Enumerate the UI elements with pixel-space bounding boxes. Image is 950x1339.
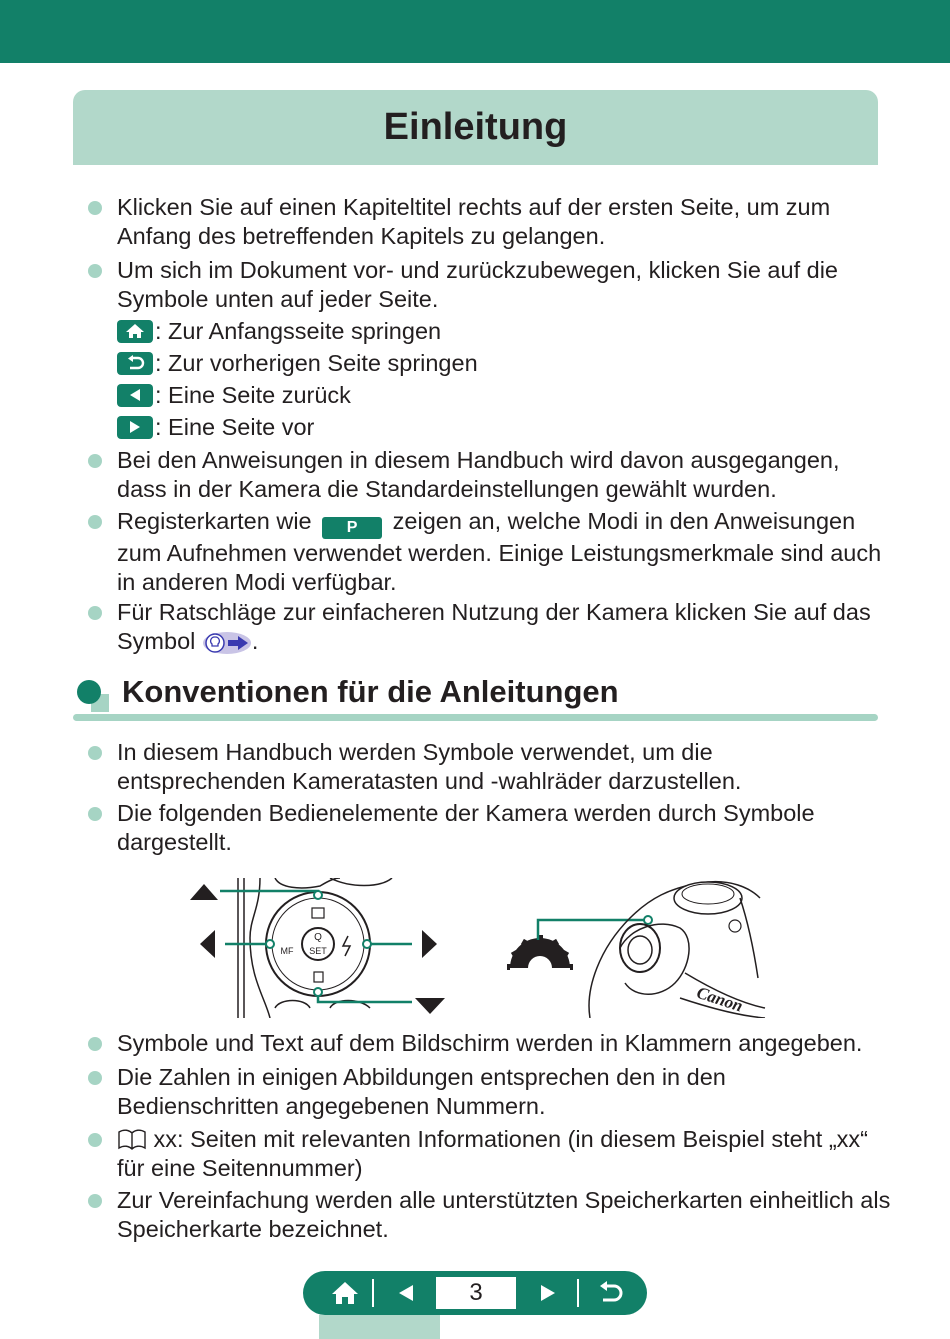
legend-prev (117, 379, 351, 411)
tips-text (117, 598, 877, 662)
nav-return-button[interactable] (585, 1271, 635, 1315)
up-arrow-icon (190, 884, 218, 900)
defaults-text: Bei den Anweisungen in diesem Handbuch wird davon ausgegangen, dass in der Kamera die Standardeinstellungen gewählt wurden. (117, 447, 840, 502)
return-icon (596, 1281, 624, 1305)
nav-prev-button[interactable] (383, 1271, 429, 1315)
section-marker-dot (77, 680, 101, 704)
nav-next-button[interactable] (525, 1271, 571, 1315)
bullet-dot (88, 746, 102, 760)
legend-home (117, 315, 441, 347)
legend-home-text: : Zur Anfangsseite springen (155, 318, 442, 344)
camera-brand-label: Canon (694, 982, 746, 1016)
home-icon (331, 1281, 359, 1305)
page-title: Einleitung (383, 106, 568, 148)
numbers-text: Die Zahlen in einigen Abbildungen entsprechen den in den Bedienschritten angegebenen Nummern. (117, 1064, 726, 1119)
front-dial-diagram (507, 882, 765, 1018)
nav-separator (577, 1279, 579, 1307)
bullet-dot (88, 606, 102, 620)
tips-text-before: Für Ratschläge zur einfacheren Nutzung der Kamera klicken Sie auf das Symbol (117, 599, 871, 654)
legend-return-text: : Zur vorherigen Seite springen (155, 350, 478, 376)
legend-next (117, 411, 314, 443)
camera-illustration (180, 878, 780, 1018)
intro-text-1: Klicken Sie auf einen Kapiteltitel rechts auf der ersten Seite, um zum Anfang des betreffenden Kapitels zu gelangen. (117, 194, 831, 249)
mode-p-badge: P (322, 517, 382, 539)
bullet-dot (88, 1194, 102, 1208)
nav-tab-strip (319, 1315, 440, 1339)
symbols-text: In diesem Handbuch werden Symbole verwendet, um die entsprechenden Kameratasten und -wahlräder darzustellen. (117, 739, 742, 794)
tip-icon[interactable] (202, 631, 252, 662)
down-arrow-icon (415, 998, 445, 1014)
page-number: 3 (436, 1277, 516, 1309)
book-icon (117, 1128, 147, 1150)
top-bar (0, 0, 950, 63)
bullet-dot (88, 264, 102, 278)
mode-tab-text-after: zeigen an, welche Modi in den Anweisungen zum Aufnehmen verwendet werden. Einige Leistungsmerkmale sind auch in anderen Modi verfügbar. (117, 508, 882, 595)
section-heading (73, 676, 878, 724)
bullet-dot (88, 515, 102, 529)
intro-text-2: Um sich im Dokument vor- und zurückzubewegen, klicken Sie auf die Symbole unten auf jeder Seite. (117, 257, 838, 312)
left-arrow-icon (200, 930, 215, 958)
return-icon[interactable] (117, 352, 153, 375)
nav-home-button[interactable] (321, 1271, 369, 1315)
page-ref-text (117, 1125, 877, 1183)
brackets-text: Symbole und Text auf dem Bildschirm werden in Klammern angegeben. (117, 1030, 863, 1056)
legend-prev-text: : Eine Seite zurück (155, 382, 351, 408)
dial-mf-label: MF (280, 946, 294, 956)
prev-page-icon (396, 1283, 416, 1303)
right-arrow-icon (422, 930, 437, 958)
bullet-dot (88, 201, 102, 215)
dial-q-label: Q (314, 932, 322, 943)
prev-page-icon[interactable] (117, 384, 153, 407)
section-title: Konventionen für die Anleitungen (122, 674, 619, 709)
mode-tab-text-before: Registerkarten wie (117, 508, 312, 534)
home-icon[interactable] (117, 320, 153, 343)
legend-next-text: : Eine Seite vor (155, 414, 315, 440)
section-rule (73, 714, 878, 721)
control-dial-diagram (190, 878, 445, 1018)
camera-controls-figure (180, 878, 780, 1023)
page-navigation (303, 1271, 647, 1315)
next-page-icon[interactable] (117, 416, 153, 439)
bullet-dot (88, 1133, 102, 1147)
memory-card-text: Zur Vereinfachung werden alle unterstützten Speicherkarten einheitlich als Speicherkarte bezeichnet. (117, 1187, 891, 1242)
nav-separator (372, 1279, 374, 1307)
bullet-dot (88, 807, 102, 821)
next-page-icon (538, 1283, 558, 1303)
bullet-dot (88, 1037, 102, 1051)
tips-text-after: . (251, 628, 259, 654)
legend-return (117, 347, 478, 379)
dial-set-label: SET (309, 946, 327, 956)
title-banner (73, 90, 878, 165)
bullet-dot (88, 454, 102, 468)
bullet-dot (88, 1071, 102, 1085)
page-ref-label: xx: Seiten mit relevanten Informationen (in diesem Beispiel steht „xx“ für eine Seitennummer) (117, 1126, 868, 1181)
controls-text: Die folgenden Bedienelemente der Kamera werden durch Symbole dargestellt. (117, 800, 815, 855)
mode-tab-text (117, 507, 897, 597)
